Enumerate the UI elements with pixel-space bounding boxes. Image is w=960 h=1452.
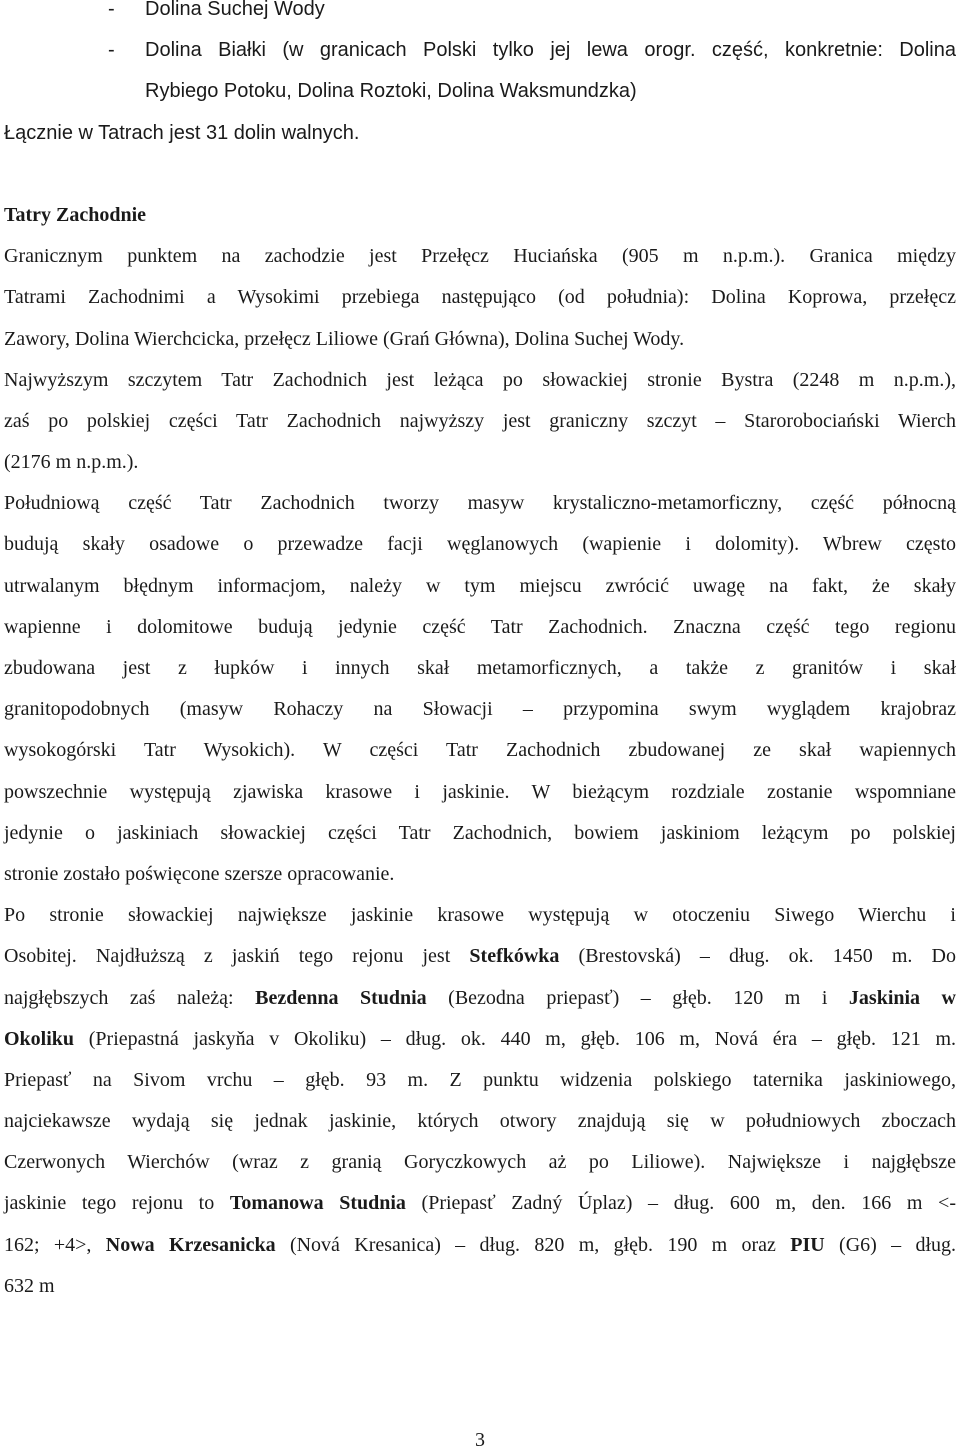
- text-run: (Priepastná jaskyňa v Okoliku) – dług. ok. 440 m, głęb. 106 m, Nová éra – głęb. 121 m.: [74, 1027, 956, 1050]
- paragraph-line: utrwalanym błędnym informacjom, należy w tym miejscu zwrócić uwagę na fakt, że skały: [4, 574, 956, 597]
- text-run: (Brestovská) – dług. ok. 1450 m. Do: [559, 945, 956, 968]
- paragraph-line: jedynie o jaskiniach słowackiej części Tatr Zachodnich, bowiem jaskiniom leżącym po polskiej: [4, 821, 956, 844]
- paragraph-line: zbudowana jest z łupków i innych skał metamorficznych, a także z granitów i skał: [4, 657, 956, 679]
- text-run: Osobitej. Najdłuższą z jaskiń tego rejonu jest: [4, 945, 470, 968]
- paragraph-line: Priepasť na Sivom vrchu – głęb. 93 m. Z punktu widzenia polskiego taternika jaskiniowego,: [4, 1068, 956, 1091]
- bullet-dash: -: [108, 39, 115, 62]
- paragraph-line: Południową część Tatr Zachodnich tworzy masyw krystaliczno-metamorficzny, część północną: [4, 492, 956, 515]
- document-page: [4, 0, 956, 1307]
- paragraph-line: Tatrami Zachodnimi a Wysokimi przebiega następująco (od południa): Dolina Koprowa, przełęcz: [4, 286, 956, 309]
- paragraph-line: Czerwonych Wierchów (wraz z granią Goryczkowych aż po Liliowe). Największe i najgłębsze: [4, 1151, 956, 1174]
- text-run: najgłębszych zaś należą:: [4, 986, 256, 1009]
- paragraph-line: [4, 978, 956, 1019]
- paragraph-line: granitopodobnych (masyw Rohaczy na Słowacji – przypomina swym wyglądem krajobraz: [4, 698, 956, 721]
- text-run: (Nová Kresanica) – dług. 820 m, głęb. 190 m oraz: [275, 1233, 791, 1256]
- list-item: [4, 0, 956, 30]
- paragraph-line: 632 m: [4, 1274, 55, 1297]
- page-number: 3: [475, 1429, 485, 1451]
- cave-name-bezdenna-studnia: Bezdenna Studnia: [255, 986, 427, 1009]
- paragraph-line: zaś po polskiej części Tatr Zachodnich najwyższy jest graniczny szczyt – Starorobociański Wierch: [4, 409, 956, 432]
- text-run: jaskinie tego rejonu to: [4, 1192, 230, 1215]
- bullet-dash: -: [108, 0, 115, 20]
- paragraph-line: najciekawsze wydają się jednak jaskinie, których otwory znajdują się w południowych zboczach: [4, 1110, 956, 1133]
- summary-line: Łącznie w Tatrach jest 31 dolin walnych.: [4, 121, 360, 144]
- cave-name-okoliku: Okoliku: [4, 1027, 75, 1050]
- list-item-continuation: [4, 71, 956, 112]
- paragraph-line: [4, 1225, 956, 1266]
- list-item: [4, 30, 956, 71]
- paragraph-line: Najwyższym szczytem Tatr Zachodnich jest leżąca po słowackiej stronie Bystra (2248 m n.p.m.),: [4, 368, 956, 391]
- paragraph-line: wysokogórski Tatr Wysokich). W części Tatr Zachodnich zbudowanej ze skał wapiennych: [4, 739, 956, 762]
- section-heading: Tatry Zachodnie: [4, 203, 147, 226]
- paragraph-1: [4, 236, 956, 360]
- paragraph-line: [4, 1019, 956, 1060]
- paragraph-line: [4, 936, 956, 977]
- paragraph-line: budują skały osadowe o przewadze facji węglanowych (wapienie i dolomity). Wbrew często: [4, 533, 956, 556]
- cave-name-tomanowa-studnia: Tomanowa Studnia: [229, 1192, 406, 1215]
- cave-name-stefkowka: Stefkówka: [469, 945, 560, 968]
- text-run: (Bezodna priepasť) – głęb. 120 m i: [426, 986, 849, 1009]
- paragraph-line: [4, 1183, 956, 1224]
- list-item-text: Dolina Białki (w granicach Polski tylko jej lewa orogr. część, konkretnie: Dolina: [145, 39, 956, 62]
- paragraph-line: (2176 m n.p.m.).: [4, 451, 139, 474]
- text-run: (G6) – dług.: [824, 1233, 956, 1256]
- paragraph-line: Granicznym punktem na zachodzie jest Przełęcz Huciańska (905 m n.p.m.). Granica między: [4, 245, 956, 268]
- text-run: 162; +4>,: [4, 1233, 106, 1256]
- list-item-text: Dolina Suchej Wody: [145, 0, 325, 20]
- paragraph-line: Zawory, Dolina Wierchcicka, przełęcz Liliowe (Grań Główna), Dolina Suchej Wody.: [4, 327, 685, 350]
- paragraph-4: [4, 895, 956, 1307]
- text-run: (Priepasť Zadný Úplaz) – dług. 600 m, den. 166 m <-: [405, 1192, 956, 1215]
- spacer: [4, 154, 956, 195]
- paragraph-line: stronie zostało poświęcone szersze opracowanie.: [4, 862, 395, 885]
- paragraph-3: [4, 483, 956, 895]
- list-item-text: Rybiego Potoku, Dolina Roztoki, Dolina Waksmundzka): [145, 80, 637, 103]
- paragraph-line: Po stronie słowackiej największe jaskinie krasowe występują w otoczeniu Siwego Wierchu i: [4, 904, 956, 927]
- cave-name-nowa-krzesanicka: Nowa Krzesanicka: [105, 1233, 276, 1256]
- cave-name-jaskinia-w-okoliku: Jaskinia w: [848, 986, 957, 1009]
- paragraph-line: wapienne i dolomitowe budują jedynie część Tatr Zachodnich. Znaczna część tego regionu: [4, 615, 956, 638]
- paragraph-2: [4, 360, 956, 484]
- cave-name-piu: PIU: [790, 1233, 825, 1256]
- paragraph-line: powszechnie występują zjawiska krasowe i jaskinie. W bieżącym rozdziale zostanie wspomniane: [4, 780, 956, 803]
